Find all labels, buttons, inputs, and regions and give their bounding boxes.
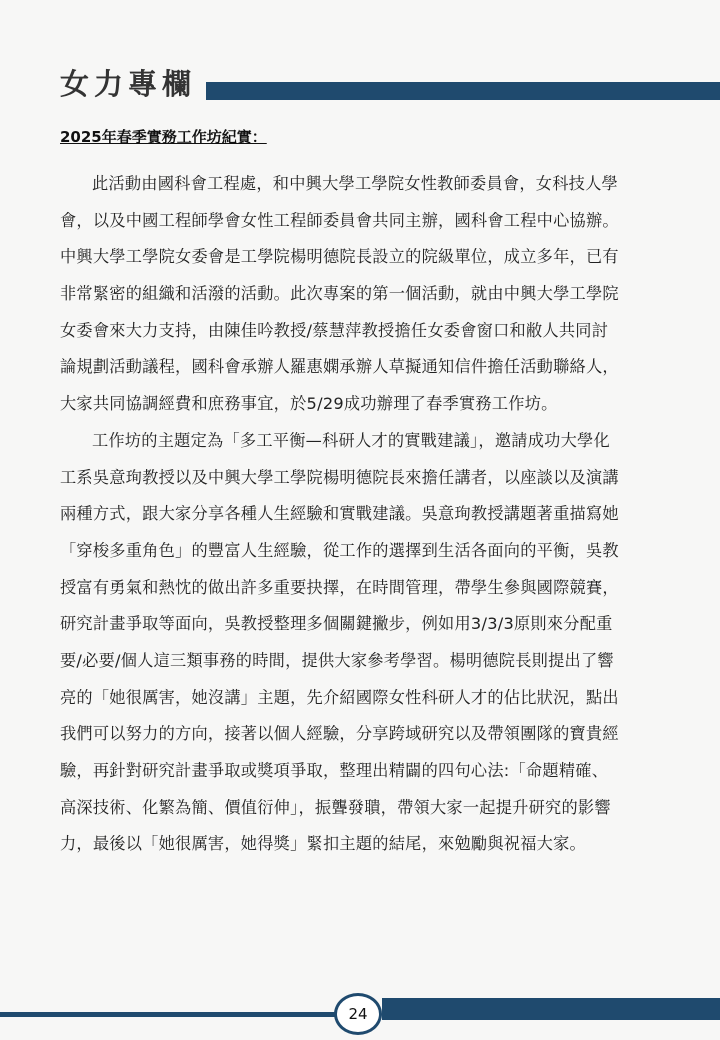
paragraph-line: 會，以及中國工程師學會女性工程師委員會共同主辦，國科會工程中心協辦。	[60, 210, 619, 230]
paragraph-line: 此活動由國科會工程處，和中興大學工學院女性教師委員會，女科技人學	[92, 174, 618, 193]
page-footer	[0, 990, 720, 1040]
article-subtitle: 2025年春季實務工作坊紀實：	[60, 128, 267, 146]
paragraph-line: 工系吳意珣教授以及中興大學工學院楊明德院長來擔任講者，以座談以及演講	[60, 467, 619, 487]
paragraph-line: 論規劃活動議程，國科會承辦人羅惠嫻承辦人草擬通知信件擔任活動聯絡人，	[60, 357, 619, 377]
paragraph-line: 兩種方式，跟大家分享各種人生經驗和實戰建議。吳意珣教授講題著重描寫她	[60, 504, 619, 524]
paragraph-line: 研究計畫爭取等面向，吳教授整理多個關鍵撇步，例如用3/3/3原則來分配重	[60, 614, 613, 634]
paragraph-line: 要/必要/個人這三類事務的時間，提供大家參考學習。楊明德院長則提出了響	[60, 650, 614, 670]
paragraph-line: 力，最後以「她很厲害，她得獎」緊扣主題的結尾，來勉勵與祝福大家。	[60, 834, 586, 854]
header-accent-bar	[206, 82, 720, 100]
footer-rule	[0, 1012, 340, 1017]
paragraph-line: 中興大學工學院女委會是工學院楊明德院長設立的院級單位，成立多年，已有	[60, 247, 619, 267]
paragraph-line: 亮的「她很厲害，她沒講」主題，先介紹國際女性科研人才的佔比狀況，點出	[60, 687, 619, 707]
page-number: 24	[334, 993, 382, 1035]
paragraph-line: 女委會來大力支持，由陳佳吟教授/蔡慧萍教授擔任女委會窗口和敝人共同討	[60, 320, 609, 340]
column-header	[60, 58, 720, 108]
article-body	[60, 166, 672, 863]
footer-accent-bar	[382, 998, 720, 1020]
paragraph-line: 大家共同協調經費和庶務事宜，於5/29成功辦理了春季實務工作坊。	[60, 394, 558, 414]
paragraph-line: 高深技術、化繁為簡、價值衍伸」，振聾發聵，帶領大家一起提升研究的影響	[60, 797, 611, 817]
paragraph-line: 授富有勇氣和熱忱的做出許多重要抉擇，在時間管理，帶學生參與國際競賽，	[60, 577, 619, 597]
column-title: 女力專欄	[60, 67, 197, 101]
paragraph-line: 我們可以努力的方向，接著以個人經驗，分享跨域研究以及帶領團隊的寶貴經	[60, 724, 619, 744]
paragraph-line: 「穿梭多重角色」的豐富人生經驗，從工作的選擇到生活各面向的平衡，吳教	[60, 540, 619, 560]
paragraph-line: 驗，再針對研究計畫爭取或獎項爭取，整理出精闢的四句心法:「命題精確、	[60, 761, 609, 780]
paragraph-line: 非常緊密的組織和活潑的活動。此次專案的第一個活動，就由中興大學工學院	[60, 284, 619, 304]
paragraph-line: 工作坊的主題定為「多工平衡—科研人才的實戰建議」，邀請成功大學化	[92, 430, 610, 450]
